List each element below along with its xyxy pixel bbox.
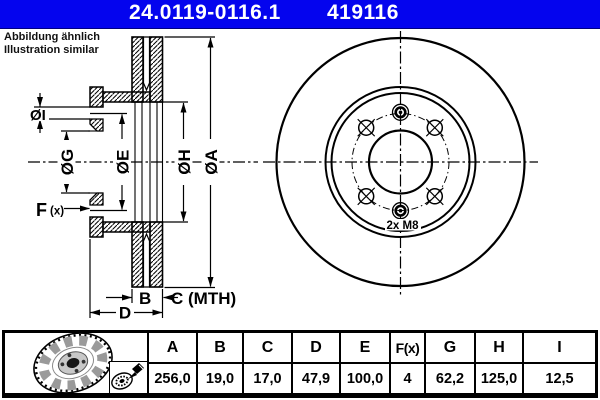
table-header-g: G	[425, 332, 475, 363]
table-value-e: 100,0	[340, 363, 390, 394]
table-header-f: F(x)	[390, 332, 425, 363]
label-d: D	[118, 303, 132, 323]
front-view	[263, 31, 538, 295]
part-number-bar	[0, 0, 600, 29]
table-value-f: 4	[390, 363, 425, 394]
label-dia-a: ØA	[202, 149, 221, 175]
part-number: 24.0119-0116.1	[129, 1, 281, 24]
label-dia-h: ØH	[175, 149, 194, 175]
table-value-c: 17,0	[243, 363, 292, 394]
table-value-a: 256,0	[148, 363, 197, 394]
mth-measure-icon	[109, 361, 148, 394]
reference-number: 419116	[327, 1, 399, 24]
similarity-note	[4, 31, 100, 57]
table-header-c: C	[243, 332, 292, 363]
similarity-note-en: Illustration similar	[4, 44, 99, 56]
label-f: F	[36, 200, 47, 220]
similarity-note-de: Abbildung ähnlich	[4, 31, 100, 43]
thread-label: 2x M8	[386, 220, 419, 232]
label-c: C (MTH)	[171, 289, 237, 308]
label-b: B	[139, 289, 152, 308]
label-f-sub: (x)	[50, 205, 65, 218]
table-header-i: I	[523, 332, 596, 363]
table-header-e: E	[340, 332, 390, 363]
table-header-b: B	[197, 332, 243, 363]
table-value-d: 47,9	[292, 363, 340, 394]
label-dia-g: ØG	[58, 148, 77, 176]
product-image-cell	[4, 332, 148, 394]
label-dia-e: ØE	[113, 149, 133, 175]
table-value-h: 125,0	[475, 363, 523, 394]
table-value-g: 62,2	[425, 363, 475, 394]
dimension-table	[2, 330, 598, 398]
table-header-h: H	[475, 332, 523, 363]
label-dia-i: ØI	[30, 107, 46, 124]
table-header-a: A	[148, 332, 197, 363]
table-value-i: 12,5	[523, 363, 596, 394]
table-header-d: D	[292, 332, 340, 363]
table-value-b: 19,0	[197, 363, 243, 394]
